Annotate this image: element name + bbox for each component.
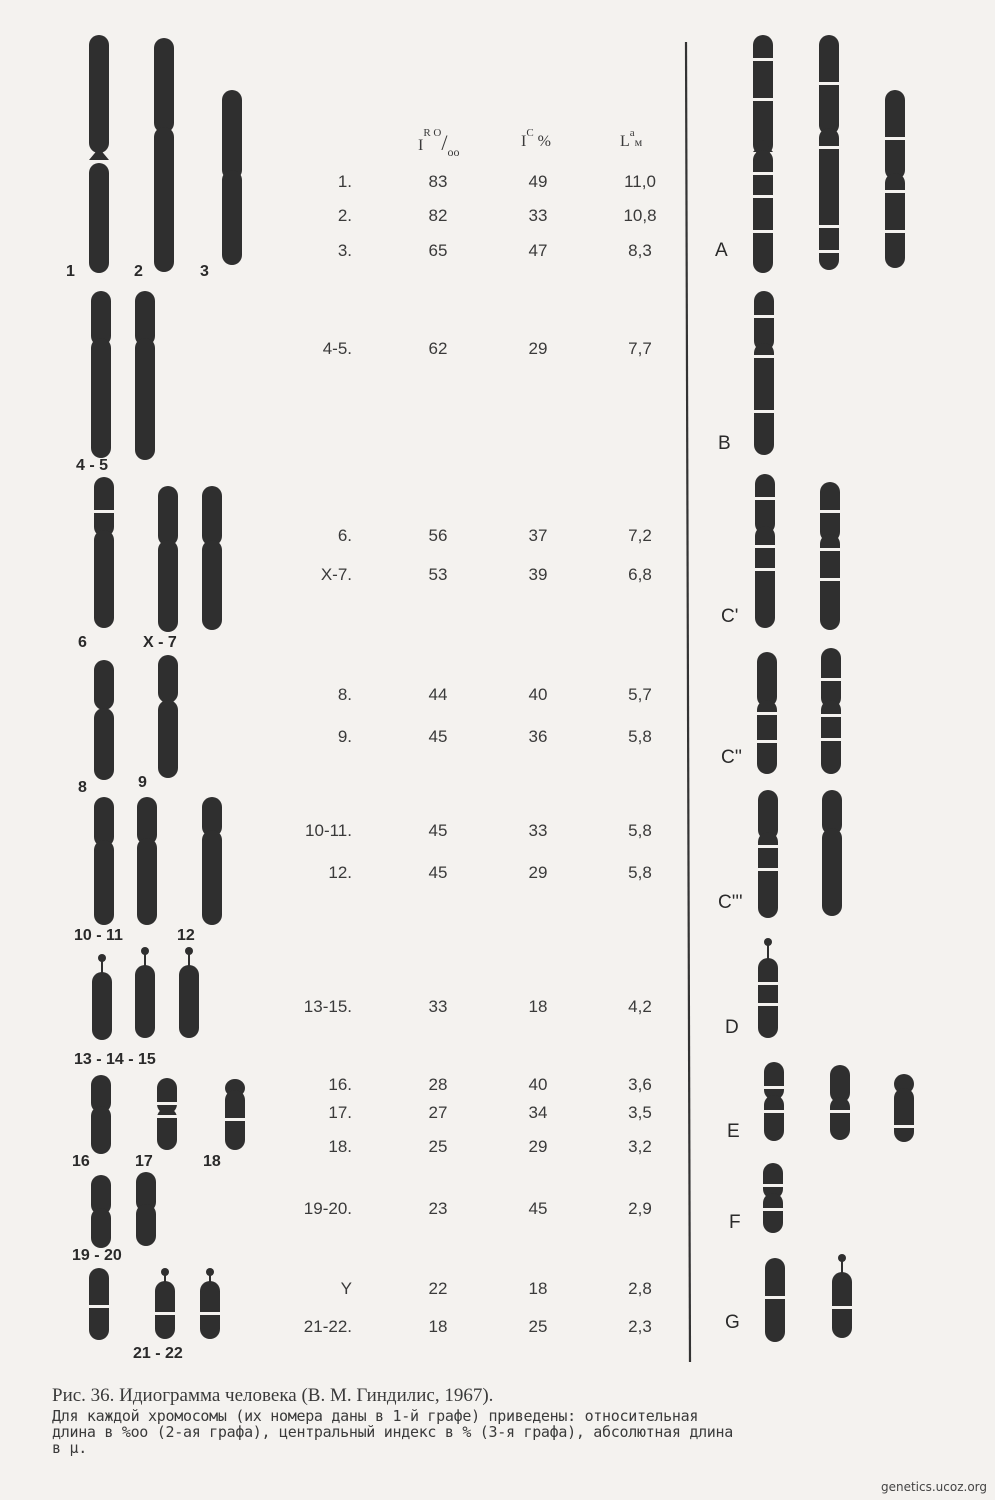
group-label-g: G [725, 1312, 740, 1333]
chromosome-4 [91, 291, 111, 458]
site-watermark: genetics.ucoz.org [880, 1480, 987, 1494]
row-absolute-length: 8,3 [628, 241, 652, 260]
row-absolute-length: 11,0 [624, 172, 656, 191]
row-relative-length: 25 [428, 1137, 448, 1156]
group-c3-chromosome-a [758, 790, 778, 918]
table-row [304, 1317, 652, 1336]
row-centromeric-index: 40 [528, 685, 548, 704]
row-absolute-length: 10,8 [623, 206, 657, 225]
row-id: 1. [337, 172, 352, 191]
chromosome-9 [158, 655, 178, 778]
group-g-chromosome-a [765, 1258, 785, 1342]
row-absolute-length: 3,5 [628, 1103, 652, 1122]
group-f-chromosome [763, 1163, 783, 1233]
row-centromeric-index: 25 [528, 1317, 548, 1336]
row-id: 16. [328, 1075, 352, 1094]
header-absolute-length: $L^a_м$ [620, 127, 643, 150]
group-e-chromosome-c [894, 1074, 914, 1142]
header-centromeric-index: $I^C$ % [521, 127, 551, 150]
group-e-chromosome-a [764, 1062, 784, 1141]
row-id: 2. [337, 206, 352, 225]
row-id: 6. [337, 526, 352, 545]
row-id: 18. [328, 1137, 352, 1156]
chromosome-y [89, 1268, 109, 1340]
caption-line-2: длина в %oo (2-ая графа), центральный индекс в % (3-я графа), абсолютная длина [52, 1423, 734, 1441]
label-16: 16 [72, 1153, 90, 1170]
table-row [341, 1279, 652, 1298]
caption-line-1: Для каждой хромосомы (их номера даны в 1-й графе) приведены: относительная [52, 1407, 699, 1425]
label-10-11: 10 - 11 [74, 927, 123, 944]
group-a-chromosome-3 [885, 90, 905, 268]
row-id: 17. [328, 1103, 352, 1122]
label-x-7: X - 7 [143, 634, 177, 651]
table-row [321, 565, 652, 584]
row-absolute-length: 6,8 [628, 565, 652, 584]
row-centromeric-index: 29 [528, 863, 548, 882]
row-absolute-length: 5,8 [628, 821, 652, 840]
chromosome-2 [154, 38, 174, 272]
group-label-c2: C'' [721, 747, 742, 768]
table-row [338, 241, 652, 260]
row-centromeric-index: 33 [528, 206, 548, 225]
table-row [338, 526, 652, 545]
row-absolute-length: 7,2 [628, 526, 652, 545]
row-id: 10-11. [305, 821, 352, 840]
row-id: 4-5. [322, 339, 352, 358]
row-id: 13-15. [303, 997, 352, 1016]
table-row [323, 339, 652, 358]
row-id: 3. [337, 241, 352, 260]
table-row [338, 172, 656, 191]
row-centromeric-index: 29 [528, 339, 548, 358]
row-centromeric-index: 39 [528, 565, 548, 584]
table-row [304, 997, 652, 1016]
group-label-d: D [725, 1017, 739, 1038]
group-a-chromosome-1 [753, 35, 773, 273]
table-row [338, 206, 657, 225]
group-g-chromosome-b [832, 1254, 852, 1338]
row-absolute-length: 5,8 [628, 727, 652, 746]
row-relative-length: 83 [428, 172, 448, 191]
row-relative-length: 44 [428, 685, 448, 704]
label-9: 9 [138, 774, 147, 791]
chromosome-15 [179, 947, 199, 1038]
group-c2-chromosome-b [821, 648, 841, 774]
chromosome-7 [202, 486, 222, 630]
label-4-5: 4 - 5 [76, 457, 109, 474]
label-19-20: 19 - 20 [72, 1247, 122, 1264]
row-id: Y [340, 1279, 352, 1298]
row-relative-length: 56 [428, 526, 448, 545]
row-id: 9. [337, 727, 352, 746]
chromosome-21 [155, 1268, 175, 1339]
chromosome-19 [91, 1175, 111, 1248]
left-chromosome-column [89, 35, 245, 1340]
group-labels [715, 240, 743, 1333]
chromosome-20 [136, 1172, 156, 1246]
chromosome-11 [137, 797, 157, 925]
label-17: 17 [135, 1153, 153, 1170]
row-absolute-length: 2,3 [628, 1317, 652, 1336]
group-label-c3: C''' [718, 892, 743, 913]
row-id: 19-20. [303, 1199, 352, 1218]
chromosome-6 [94, 477, 114, 628]
row-relative-length: 22 [428, 1279, 448, 1298]
row-id: 21-22. [303, 1317, 352, 1336]
row-centromeric-index: 49 [528, 172, 548, 191]
row-relative-length: 62 [428, 339, 448, 358]
label-8: 8 [78, 779, 87, 796]
row-absolute-length: 7,7 [628, 339, 652, 358]
right-chromosome-column [753, 35, 914, 1342]
row-relative-length: 82 [428, 206, 448, 225]
row-relative-length: 33 [428, 997, 448, 1016]
label-13-14-15: 13 - 14 - 15 [74, 1051, 156, 1068]
table-row [304, 1199, 652, 1218]
row-id: 12. [328, 863, 352, 882]
chromosome-1 [89, 35, 109, 273]
table-row [328, 1137, 651, 1156]
group-c1-chromosome-b [820, 482, 840, 630]
caption-line-3: в μ. [52, 1439, 87, 1457]
row-absolute-length: 3,6 [628, 1075, 652, 1094]
row-absolute-length: 2,8 [628, 1279, 652, 1298]
divider-line [686, 42, 690, 1362]
data-table [304, 172, 657, 1336]
row-absolute-length: 5,7 [628, 685, 652, 704]
label-1: 1 [66, 263, 75, 280]
group-label-f: F [729, 1212, 741, 1233]
row-id: X-7. [320, 565, 352, 584]
chromosome-22 [200, 1268, 220, 1339]
table-row [305, 821, 652, 840]
row-centromeric-index: 34 [528, 1103, 548, 1122]
row-centromeric-index: 33 [528, 821, 548, 840]
row-relative-length: 53 [428, 565, 448, 584]
row-relative-length: 27 [428, 1103, 448, 1122]
label-12: 12 [177, 927, 195, 944]
row-absolute-length: 2,9 [628, 1199, 652, 1218]
row-centromeric-index: 29 [528, 1137, 548, 1156]
row-relative-length: 18 [428, 1317, 448, 1336]
chromosome-12 [202, 797, 222, 925]
row-id: 8. [337, 685, 352, 704]
chromosome-18 [225, 1079, 245, 1150]
chromosome-16 [91, 1075, 111, 1154]
row-centromeric-index: 47 [528, 241, 548, 260]
figure-caption [52, 1384, 912, 1456]
chromosome-17 [157, 1078, 177, 1150]
group-label-c1: C' [721, 606, 739, 627]
group-d-chromosome [758, 938, 778, 1038]
table-row [338, 685, 652, 704]
table-header [418, 127, 643, 159]
group-e-chromosome-b [830, 1065, 850, 1140]
table-row [328, 1075, 651, 1094]
chromosome-13 [92, 954, 112, 1040]
row-relative-length: 65 [428, 241, 448, 260]
chromosome-10 [94, 797, 114, 925]
chromosome-5 [135, 291, 155, 460]
row-centromeric-index: 36 [528, 727, 548, 746]
chromosome-3 [222, 90, 242, 265]
row-absolute-length: 5,8 [628, 863, 652, 882]
chromosome-8 [94, 660, 114, 780]
row-centromeric-index: 37 [528, 526, 548, 545]
row-relative-length: 23 [428, 1199, 448, 1218]
group-label-b: B [718, 433, 731, 454]
row-centromeric-index: 18 [528, 997, 548, 1016]
group-label-a: A [715, 240, 728, 261]
row-relative-length: 28 [428, 1075, 448, 1094]
row-centromeric-index: 40 [528, 1075, 548, 1094]
row-absolute-length: 4,2 [628, 997, 652, 1016]
row-relative-length: 45 [428, 727, 448, 746]
group-a-chromosome-2 [819, 35, 839, 270]
table-row [338, 727, 652, 746]
chromosome-14 [135, 947, 155, 1038]
label-6: 6 [78, 634, 87, 651]
table-row [328, 1103, 651, 1122]
caption-title: Рис. 36. Идиограмма человека (В. М. Гиндилис, 1967). [52, 1385, 494, 1406]
table-row [328, 863, 651, 882]
label-2: 2 [134, 263, 143, 280]
group-c3-chromosome-b [822, 790, 842, 916]
row-centromeric-index: 45 [528, 1199, 548, 1218]
row-relative-length: 45 [428, 863, 448, 882]
row-centromeric-index: 18 [528, 1279, 548, 1298]
label-18: 18 [203, 1153, 221, 1170]
row-absolute-length: 3,2 [628, 1137, 652, 1156]
chromosome-x [158, 486, 178, 632]
label-21-22: 21 - 22 [133, 1345, 183, 1362]
label-3: 3 [200, 263, 209, 280]
row-relative-length: 45 [428, 821, 448, 840]
group-label-e: E [727, 1121, 740, 1142]
header-relative-length: $I^{R O}/_{oo}$ [418, 127, 460, 159]
